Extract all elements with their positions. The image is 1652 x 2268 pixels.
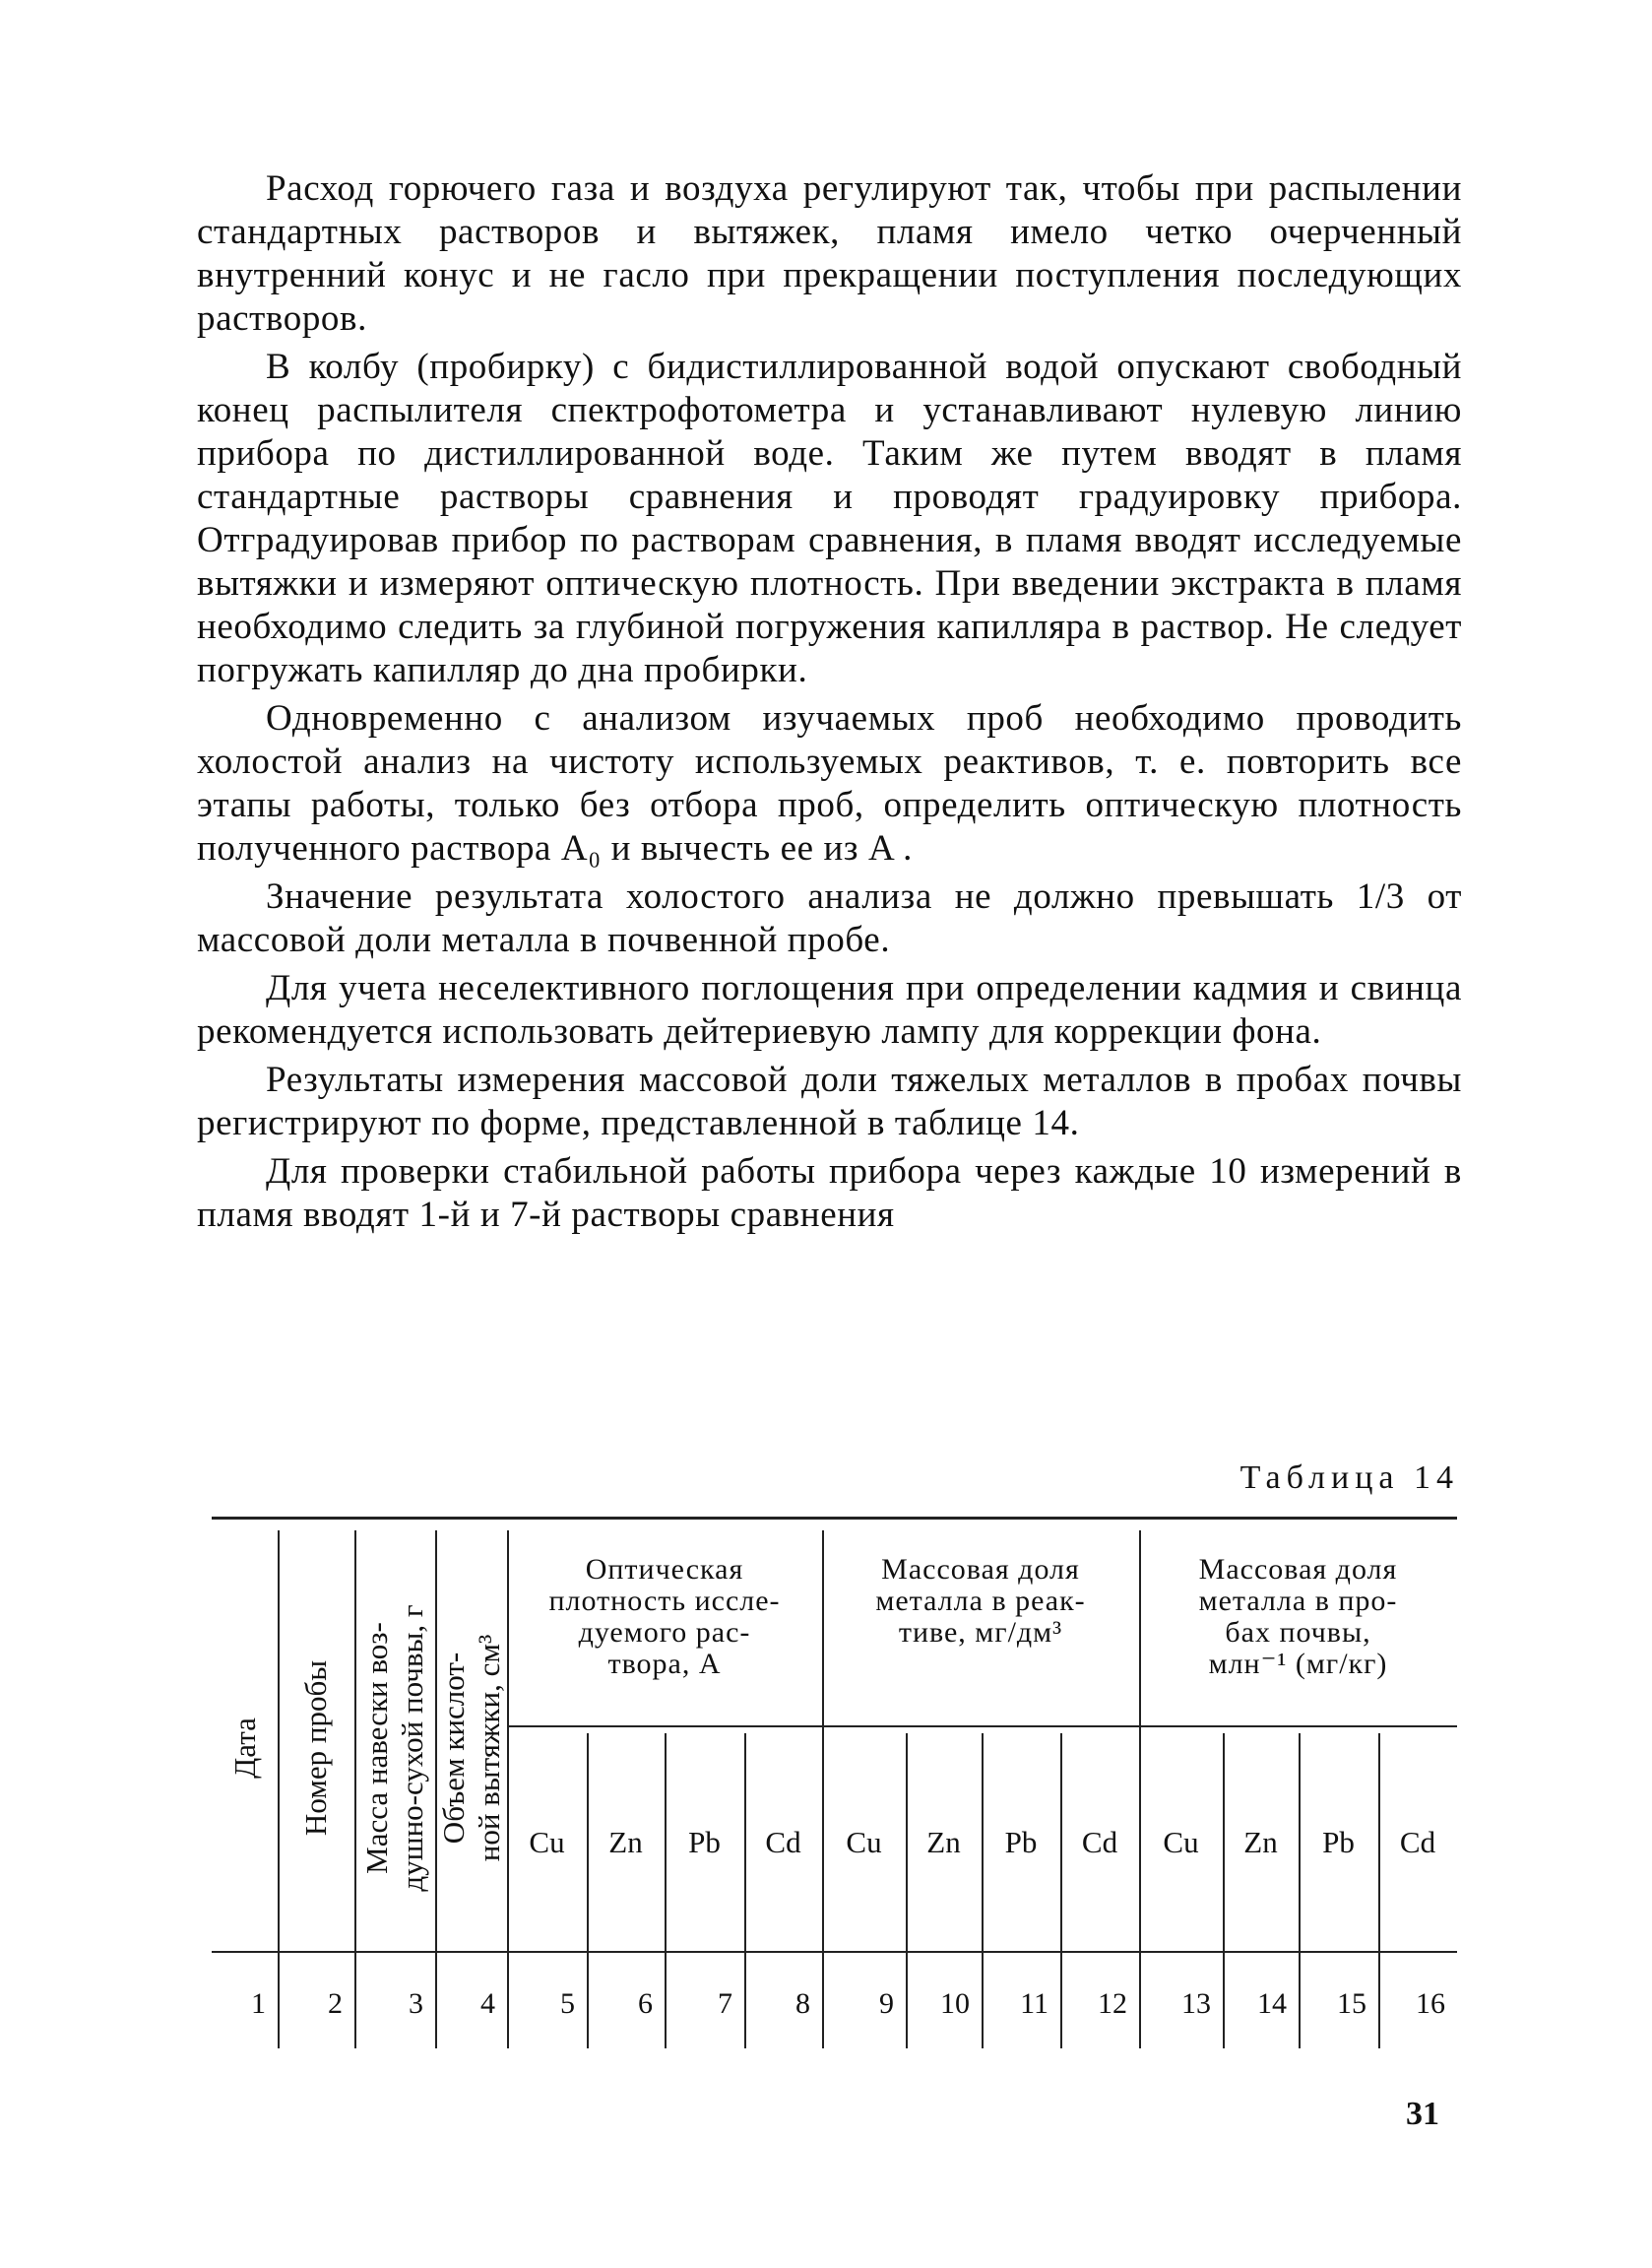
table-top-rule (212, 1517, 1457, 1520)
table-header-bottom-rule (212, 1951, 1457, 1953)
group-divider-rule-1 (507, 1725, 822, 1727)
group-header-2-line-1: Массовая доля (881, 1553, 1080, 1586)
table-14 (212, 1517, 1457, 2048)
body-text (197, 167, 1462, 1242)
column-number-15: 15 (1337, 1986, 1366, 2020)
paragraph-2: В колбу (пробирку) с бидистиллированной водой опускают свободный конец распылителя спектрофотометра и устанавливают нулевую линию прибора по дистиллированной воде. Таким же путем вводят в пламя стандартные растворы сравнения и проводят градуировку прибора. Отградуировав прибор по растворам сравнения, в пламя вводят исследуемые вытяжки и измеряют оптическую плотность. При введении экстракта в пламя необходимо следить за глубиной погружения капилляра в раствор. Не следует погружать капилляр до дна пробирки. (197, 347, 1462, 690)
group-header-2 (822, 1554, 1139, 1649)
header-3-line-2: душно-сухой почвы, г (395, 1603, 429, 1892)
element-header-5: Cu (529, 1824, 565, 1859)
column-number-10: 10 (940, 1986, 970, 2020)
element-header-7: Pb (688, 1824, 721, 1859)
column-number-8: 8 (795, 1986, 810, 2020)
group-header-1 (507, 1554, 822, 1680)
group-header-3-line-4: млн⁻¹ (мг/кг) (1208, 1648, 1388, 1680)
column-rule-1 (278, 1530, 280, 2048)
group-header-1-line-3: дуемого рас- (578, 1616, 751, 1649)
page-number: 31 (1406, 2096, 1439, 2132)
element-header-6: Zn (608, 1824, 643, 1859)
group-header-2-line-3: тиве, мг/дм³ (898, 1616, 1063, 1649)
column-number-2: 2 (328, 1986, 343, 2020)
column-number-3: 3 (409, 1986, 423, 2020)
header-3-line-1: Масса навески воз- (359, 1621, 394, 1874)
header-3 (359, 1604, 430, 1891)
header-4-line-1: Объем кислот- (435, 1652, 471, 1844)
column-number-9: 9 (879, 1986, 894, 2020)
group-header-3 (1139, 1554, 1457, 1680)
column-number-16: 16 (1416, 1986, 1445, 2020)
paragraph-5: Для учета неселективного поглощения при определении кадмия и свинца рекомендуется использовать дейтериевую лампу для коррекции фона. (197, 968, 1462, 1052)
column-number-4: 4 (480, 1986, 495, 2020)
column-number-7: 7 (718, 1986, 732, 2020)
element-header-9: Cu (846, 1824, 882, 1859)
group-divider-rule-2 (822, 1725, 1139, 1727)
group-header-1-line-2: плотность иссле- (548, 1585, 781, 1617)
column-number-14: 14 (1257, 1986, 1287, 2020)
element-header-16: Cd (1399, 1824, 1436, 1859)
element-header-13: Cu (1163, 1824, 1199, 1859)
group-header-2-line-2: металла в реак- (875, 1585, 1086, 1617)
header-2 (298, 1659, 334, 1835)
group-header-3-line-1: Массовая доля (1198, 1553, 1398, 1586)
column-number-11: 11 (1020, 1986, 1048, 2020)
column-number-12: 12 (1098, 1986, 1127, 2020)
header-1-line-1: Дата (226, 1717, 262, 1779)
element-header-12: Cd (1081, 1824, 1118, 1859)
paragraph-1: Расход горючего газа и воздуха регулируют так, чтобы при распылении стандартных растворов и вытяжек, пламя имело четко очерченный внутренний конус и не гасло при прекращении поступления последующих растворов. (197, 168, 1462, 339)
table-caption: Таблица 14 (1239, 1459, 1459, 1496)
column-number-5: 5 (560, 1986, 575, 2020)
column-number-1: 1 (251, 1986, 266, 2020)
group-header-1-line-1: Оптическая (585, 1553, 744, 1586)
header-4 (436, 1634, 507, 1861)
group-header-1-line-4: твора, A (607, 1648, 722, 1680)
header-2-line-1: Номер пробы (298, 1659, 333, 1836)
paragraph-4: Значение результата холостого анализа не должно превышать 1/3 от массовой доли металла в почвенной пробе. (197, 876, 1462, 960)
paragraph-7: Для проверки стабильной работы прибора через каждые 10 измерений в пламя вводят 1-й и 7-й растворы сравнения (197, 1151, 1462, 1235)
paragraph-6: Результаты измерения массовой доли тяжелых металлов в пробах почвы регистрируют по форме, представленной в таблице 14. (197, 1060, 1462, 1143)
header-1 (227, 1717, 263, 1779)
element-header-15: Pb (1322, 1824, 1355, 1859)
column-number-13: 13 (1181, 1986, 1211, 2020)
column-rule-2 (354, 1530, 356, 2048)
element-header-14: Zn (1243, 1824, 1278, 1859)
header-4-line-2: ной вытяжки, см³ (471, 1634, 506, 1861)
element-header-11: Pb (1004, 1824, 1038, 1859)
group-divider-rule-3 (1139, 1725, 1457, 1727)
paragraph-3: Одновременно с анализом изучаемых проб необходимо проводить холостой анализ на чистоту используемых реактивов, т. е. повторить все этапы работы, только без отбора проб, определить оптическую плотность полученного раствора A₀ и вычесть ее из A . (197, 698, 1462, 869)
column-number-6: 6 (638, 1986, 653, 2020)
element-header-8: Cd (765, 1824, 801, 1859)
element-header-10: Zn (926, 1824, 961, 1859)
group-header-3-line-2: металла в про- (1198, 1585, 1398, 1617)
group-header-3-line-3: бах почвы, (1225, 1616, 1371, 1649)
